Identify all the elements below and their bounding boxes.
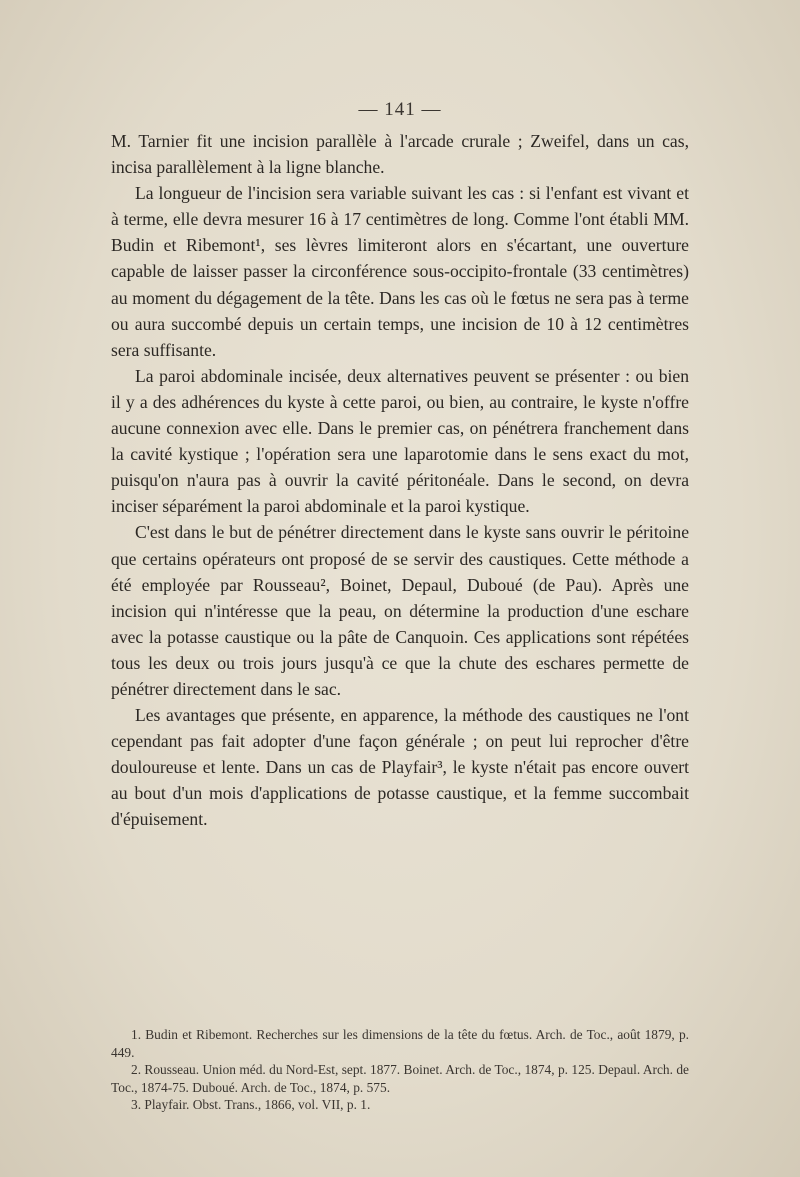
page-number: — 141 —	[358, 99, 442, 120]
footnote: 3. Playfair. Obst. Trans., 1866, vol. VII, p. 1.	[131, 1097, 371, 1113]
footnote: 1. Budin et Ribemont. Recherches sur les dimensions de la tête du fœtus. Arch. de Toc., août 1879, p. 449.	[111, 1027, 689, 1060]
paragraph: M. Tarnier fit une incision parallèle à l'arcade crurale ; Zweifel, dans un cas, incisa parallèlement à la ligne blanche.	[111, 131, 689, 178]
footnote: 2. Rousseau. Union méd. du Nord-Est, sept. 1877. Boinet. Arch. de Toc., 1874, p. 125. Depaul. Arch. de Toc., 1874-75. Duboué. Arch. de Toc., 1874, p. 575.	[111, 1062, 689, 1095]
paragraph: Les avantages que présente, en apparence, la méthode des caustiques ne l'ont cependant pas fait adopter d'une façon générale ; on peut lui reprocher d'être douloureuse et lente. Dans un cas de Playfair³, le kyste n'était pas encore ouvert au bout d'un mois d'applications de potasse caustique, et la femme succombait d'épuisement.	[111, 705, 689, 830]
paragraph: La longueur de l'incision sera variable suivant les cas : si l'enfant est vivant et à terme, elle devra mesurer 16 à 17 centimètres de long. Comme l'ont établi MM. Budin et Ribemont¹, ses lèvres limiteront alors en s'écartant, une ouverture capable de laisser passer la circonférence sous-occipito-frontale (33 centimètres) au moment du dégagement de la tête. Dans les cas où le fœtus ne sera pas à terme ou aura succombé depuis un certain temps, une incision de 10 à 12 centimètres sera suffisante.	[111, 183, 689, 360]
paragraph: La paroi abdominale incisée, deux alternatives peuvent se présenter : ou bien il y a des adhérences du kyste à cette paroi, ou bien, au contraire, le kyste n'offre aucune connexion avec elle. Dans le premier cas, on pénétrera franchement dans la cavité kystique ; l'opération sera une laparotomie dans le sens exact du mot, puisqu'on n'aura pas à ouvrir la cavité péritonéale. Dans le second, on devra inciser séparément la paroi abdominale et la paroi kystique.	[111, 365, 689, 517]
body-text	[111, 128, 689, 833]
footnotes	[111, 1026, 689, 1114]
paragraph: C'est dans le but de pénétrer directement dans le kyste sans ouvrir le péritoine que certains opérateurs ont proposé de se servir des caustiques. Cette méthode a été employée par Rousseau², Boinet, Depaul, Duboué (de Pau). Après une incision qui n'intéresse que la peau, on détermine la production d'une eschare avec la potasse caustique ou la pâte de Canquoin. Ces applications sont répétées tous les deux ou trois jours jusqu'à ce que la chute des eschares permette de pénétrer directement dans le sac.	[111, 522, 689, 699]
